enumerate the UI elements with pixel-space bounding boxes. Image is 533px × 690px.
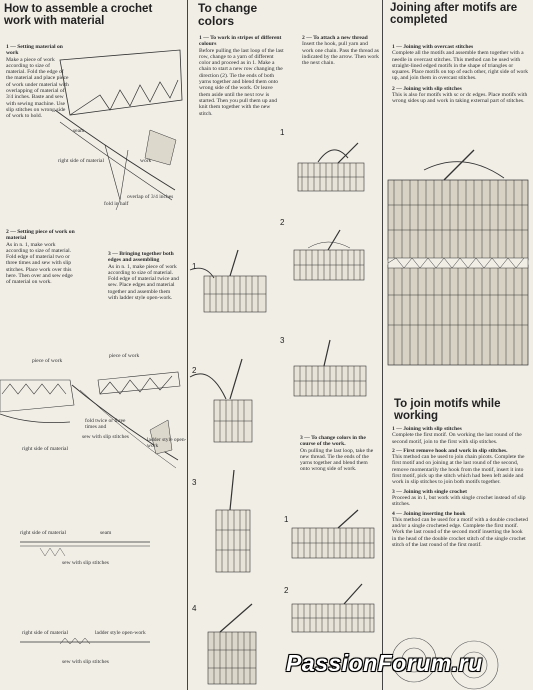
label-seam: seam bbox=[73, 128, 85, 134]
section-body: Before pulling the last loop of the last row, change to a yarn of different color and proceed as in 1. Make a chain to start a new row changing the direction (2). Tie the ends of both yarns together and blend them onto wrong side of the work. Or leave them aside until the next row is started. Then you pull them up and knit them together with the new stitch. bbox=[199, 47, 284, 117]
column-joining bbox=[384, 0, 533, 690]
swatch-stripes-2 bbox=[190, 355, 272, 450]
label-work: work bbox=[140, 158, 152, 164]
step-number: 3 bbox=[192, 478, 197, 487]
section-setting-piece bbox=[6, 229, 78, 286]
section-body: As in n. 1, make piece of work according to size of material. Fold edge of material twice and sew. Place edges and material together and assemble them with ladder style open-work. bbox=[108, 263, 179, 302]
diagram-seam bbox=[0, 530, 186, 580]
step-number: 1 bbox=[280, 128, 285, 137]
section-body: Proceed as in 1, but work with single crochet instead of slip stitches. bbox=[392, 494, 526, 508]
section-body: This method can be used to join chain picots. Complete the first motif and on joining at the last round of the second, remove momentarily the hook from the motif, insert it into first motif, pick up the stitch which had been left aside and work in slip stitches to join both motifs together. bbox=[392, 454, 525, 486]
swatch-new-thread-1 bbox=[288, 138, 370, 198]
section-heading: 2 — Joining with slip stitches bbox=[392, 85, 462, 92]
section-join-working bbox=[392, 426, 528, 548]
label-ladder-2: ladder style open-work bbox=[95, 630, 146, 636]
step-number: 4 bbox=[192, 604, 197, 613]
swatch-stripes-1 bbox=[190, 250, 272, 330]
swatch-stripes-3 bbox=[190, 470, 272, 580]
step-number: 1 bbox=[284, 515, 289, 524]
section-heading: 4 — Joining inserting the hook bbox=[392, 510, 466, 517]
step-number: 1 bbox=[192, 262, 197, 271]
label-ladder: ladder style open-work bbox=[147, 437, 186, 449]
label-piece-right: piece of work bbox=[109, 353, 140, 359]
swatch-change-course-1 bbox=[288, 510, 378, 565]
section-heading: 2 — To attach a new thread bbox=[302, 35, 368, 41]
section-heading: 1 — Setting material on work bbox=[6, 44, 63, 57]
diagram-setting-material bbox=[0, 40, 186, 215]
section-bringing-together bbox=[108, 251, 180, 301]
column-divider bbox=[382, 0, 383, 690]
label-sew-slip-2: sew with slip stitches bbox=[62, 560, 109, 566]
section-new-thread bbox=[302, 35, 380, 66]
label-right-side-4: right side of material bbox=[22, 630, 68, 636]
section-stripes bbox=[199, 35, 285, 117]
section-heading: 1 — To work in stripes of different colours bbox=[199, 35, 282, 48]
label-sew-slip: sew with slip stitches bbox=[82, 434, 129, 440]
label-fold-twice: fold twice or three times and bbox=[85, 418, 126, 430]
label-seam-2: seam bbox=[100, 530, 112, 536]
section-heading: 3 — Joining with single crochet bbox=[392, 488, 467, 495]
section-body: Complete all the motifs and assemble them together with a needle in overcast stitches. This method can be used with straight-lined edged motifs in the shape of triangles or squares. Place motifs on top of each other, right side of work up, and join them in overcast stitches. bbox=[392, 50, 529, 82]
step-number: 2 bbox=[284, 586, 289, 595]
section-heading: 2 — Setting piece of work on material bbox=[6, 229, 75, 242]
section-change-course bbox=[300, 435, 378, 473]
section-overcast bbox=[392, 44, 528, 105]
title-change-colors: To change colors bbox=[198, 1, 258, 28]
section-body: As in n. 1, make work according to size of material. Fold edge of material two or three times and sew with slip stitches. Place work over this here. Then over and sew edge of material on work. bbox=[6, 241, 73, 286]
step-number: 2 bbox=[192, 366, 197, 375]
section-body: Insert the hook, pull yarn and work one chain. Pass the thread as indicated by the arrow. Then work the next chain. bbox=[302, 41, 379, 67]
section-heading: 2 — First remove hook and work in slip stitches. bbox=[392, 447, 508, 454]
swatch-new-thread-3 bbox=[288, 340, 370, 405]
section-body: Complete the first motif. On working the last round of the second motif, join to the first with slip stitches. bbox=[392, 432, 522, 445]
title-joining: Joining after motifs are completed bbox=[390, 2, 518, 27]
section-body: On pulling the last loop, take the new thread. Tie the ends of the yarns together and blend them onto wrong side of work. bbox=[300, 447, 374, 473]
section-body: Make a piece of work according to size of material. Fold the edge of the material and place piece of work under material with overlapping of material of 3/4 inches. Baste and sew with sewing machine. Use slip stitches on wrong side of work to hold. bbox=[6, 56, 69, 120]
diagram-two-pieces bbox=[0, 350, 186, 470]
label-right-side-3: right side of material bbox=[20, 530, 66, 536]
swatch-stripes-4 bbox=[190, 598, 272, 688]
column-change-colors bbox=[188, 0, 380, 690]
label-fold-half: fold in half bbox=[104, 201, 129, 207]
label-right-side-2: right side of material bbox=[22, 446, 68, 452]
label-overlap: overlap of 3/4 inches bbox=[127, 194, 174, 200]
section-heading: 1 — Joining with slip stitches bbox=[392, 426, 462, 432]
section-heading: 1 — Joining with overcast stitches bbox=[392, 44, 474, 50]
label-right-side: right side of material bbox=[58, 158, 104, 164]
title-join-while-working: To join motifs while working bbox=[394, 398, 501, 423]
column-assemble bbox=[0, 0, 186, 690]
swatch-change-course-2 bbox=[288, 584, 378, 639]
section-heading: 3 — To change colors in the course of the work. bbox=[300, 435, 366, 448]
section-body: This is also for motifs with sc or dc edges. Place motifs with wrong sides up and work in taking external part of stitches. bbox=[392, 92, 528, 105]
watermark: PassionForum.ru bbox=[286, 650, 483, 676]
step-number: 3 bbox=[280, 336, 285, 345]
diagram-joined-motifs bbox=[384, 150, 533, 390]
section-heading: 3 — Bringing together both edges and assembling bbox=[108, 251, 174, 264]
title-assemble: How to assemble a crochet work with material bbox=[4, 3, 153, 28]
swatch-new-thread-2 bbox=[288, 228, 370, 288]
label-sew-slip-3: sew with slip stitches bbox=[62, 659, 109, 665]
label-piece-left: piece of work bbox=[32, 358, 63, 364]
section-body: This method can be used for a motif with a double crocheted and/or a single crocheted edge. Complete the first motif. Work the last round of the second motif inserting the hook in the head of the double crochet stitch of the single crochet stitch of the last round of the first motif. bbox=[392, 516, 528, 549]
step-number: 2 bbox=[280, 218, 285, 227]
